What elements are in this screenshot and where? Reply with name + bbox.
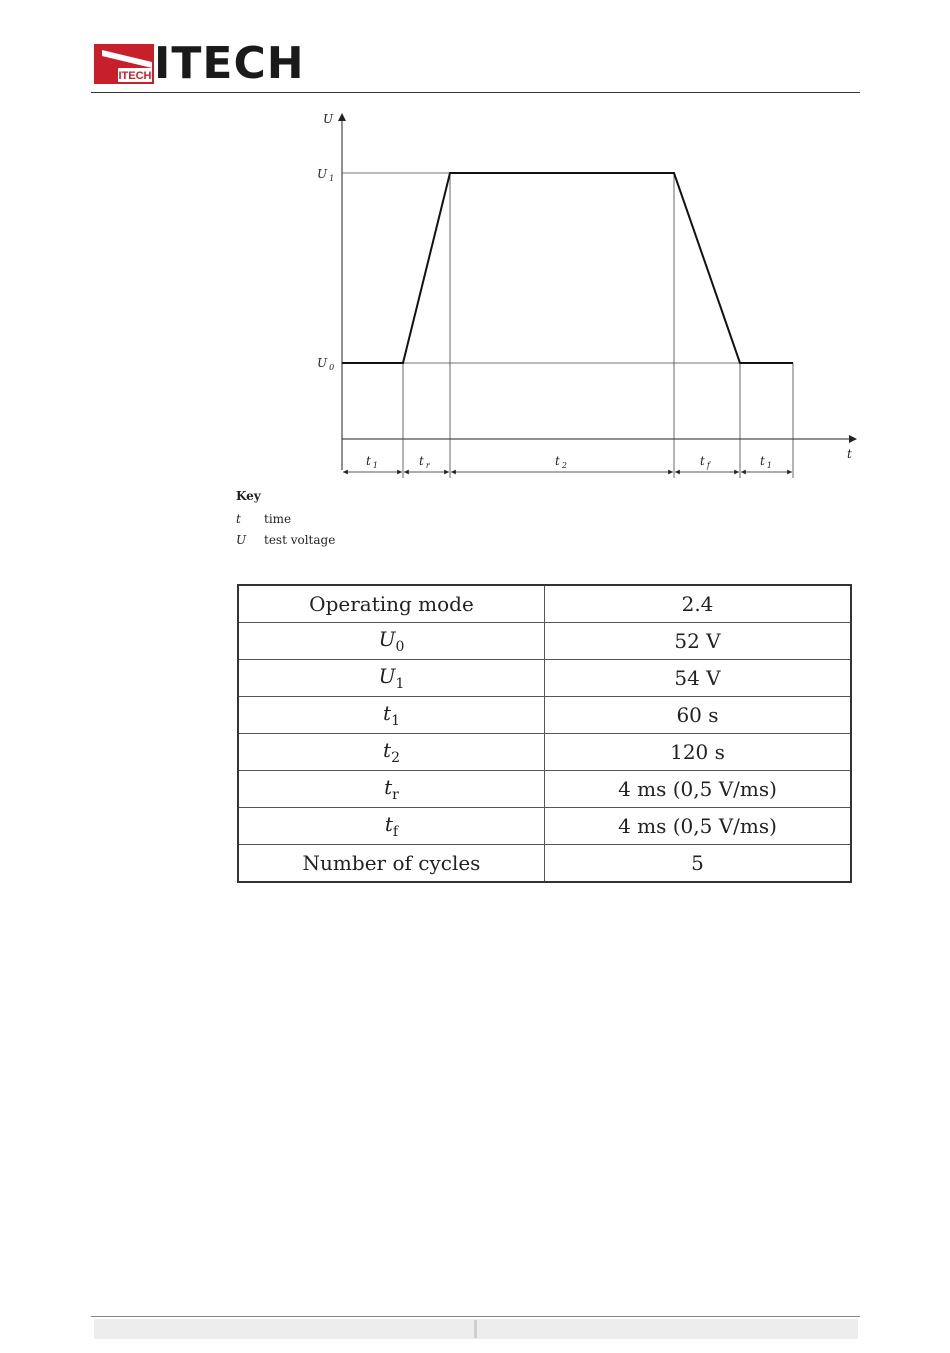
table-row [238, 771, 851, 808]
interval-label-t2: t $_2$ [555, 454, 567, 470]
value-cell: 54 V [545, 660, 852, 697]
figure-key [236, 489, 335, 550]
y-axis-label: U [323, 112, 334, 126]
value-cell: 60 s [545, 697, 852, 734]
interval-label-t1-end: t $_1$ [760, 454, 772, 470]
footer-divider [91, 1316, 860, 1317]
key-symbol: t [236, 511, 241, 526]
interval-label-tr: t $_r$ [419, 454, 430, 470]
table-row [238, 660, 851, 697]
table-row [238, 585, 851, 623]
logo-emblem-text: ITECH [118, 70, 152, 82]
table-row [238, 734, 851, 771]
test-parameters-table [237, 584, 852, 883]
param-cell [238, 660, 545, 697]
param-cell [238, 808, 545, 845]
value-cell: 52 V [545, 623, 852, 660]
table-row [238, 623, 851, 660]
param-cell [238, 734, 545, 771]
param-cell: Operating mode [238, 585, 545, 623]
key-symbol: U [236, 532, 247, 547]
value-cell: 120 s [545, 734, 852, 771]
key-item [236, 529, 335, 550]
u0-label: U $_0$ [317, 356, 335, 372]
footer-separator [474, 1320, 477, 1338]
x-axis-label: t [847, 447, 852, 461]
interval-label-tf: t $_f$ [700, 454, 710, 470]
value-cell: 4 ms (0,5 V/ms) [545, 771, 852, 808]
param-symbol: $U_0$ [378, 627, 405, 655]
key-text: test voltage [264, 532, 336, 547]
param-cell [238, 697, 545, 734]
key-title: Key [236, 489, 261, 503]
u1-label: U $_1$ [317, 167, 335, 183]
key-item [236, 508, 335, 529]
table-row [238, 845, 851, 883]
param-cell: Number of cycles [238, 845, 545, 883]
param-cell [238, 623, 545, 660]
voltage-waveform [342, 173, 793, 363]
table-row [238, 808, 851, 845]
param-symbol: $t_r$ [384, 775, 399, 803]
value-cell: 5 [545, 845, 852, 883]
brand-wordmark: ITECH [154, 38, 305, 89]
key-text: time [264, 511, 292, 526]
table-row [238, 697, 851, 734]
voltage-profile-diagram [0, 0, 950, 560]
param-symbol: $t_1$ [383, 701, 400, 729]
value-cell: 2.4 [545, 585, 852, 623]
param-symbol: $U_1$ [378, 664, 405, 692]
interval-label-t1: t $_1$ [366, 454, 378, 470]
param-symbol: $t_2$ [383, 738, 400, 766]
param-cell [238, 771, 545, 808]
param-symbol: $t_f$ [384, 812, 399, 840]
value-cell: 4 ms (0,5 V/ms) [545, 808, 852, 845]
